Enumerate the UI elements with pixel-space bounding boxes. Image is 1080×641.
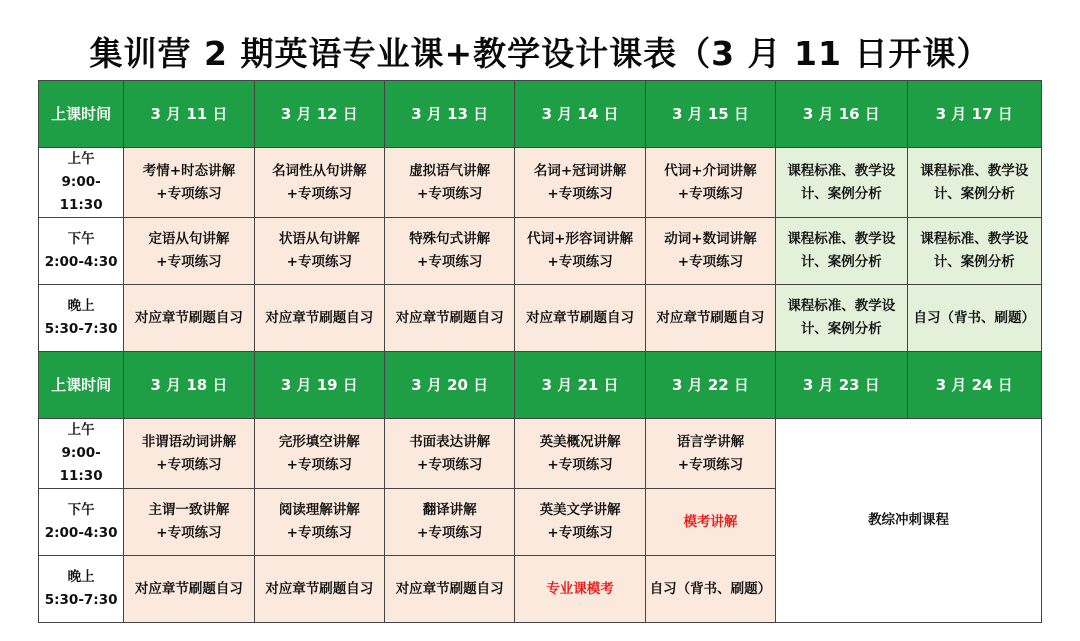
- time-slot-cell-line: 2:00-4:30: [44, 254, 118, 270]
- course-cell: [124, 218, 254, 285]
- course-cell-line: 虚拟语气讲解: [409, 162, 491, 179]
- course-cell-line: 课程标准、教学设: [787, 231, 896, 247]
- course-cell-line: 对应章节刷题自习: [265, 580, 374, 597]
- course-cell: [385, 218, 515, 285]
- time-slot-cell-line: 晚上: [67, 298, 95, 314]
- course-cell-line: 特殊句式讲解: [409, 231, 491, 247]
- course-cell-line: 对应章节刷题自习: [134, 580, 243, 597]
- course-cell: [515, 556, 645, 623]
- course-cell-line: 定语从句讲解: [148, 231, 230, 247]
- course-cell: [254, 419, 384, 489]
- date-header: 3 月 24 日: [907, 352, 1041, 419]
- course-cell-line: 对应章节刷题自习: [134, 309, 243, 326]
- course-cell: [124, 148, 254, 218]
- course-cell-line: 计、案例分析: [800, 321, 882, 337]
- course-cell-line: 对应章节刷题自习: [656, 309, 765, 326]
- course-cell-line: 考情+时态讲解: [142, 162, 236, 179]
- time-slot-cell-line: 晚上: [67, 569, 95, 585]
- course-cell-line: 课程标准、教学设: [920, 231, 1029, 247]
- course-cell-line: 英美文学讲解: [539, 502, 621, 518]
- date-header: 3 月 23 日: [776, 352, 907, 419]
- course-cell-line: +专项练习: [547, 254, 613, 270]
- course-cell-line: +专项练习: [156, 185, 222, 202]
- course-cell-line: +专项练习: [417, 525, 483, 541]
- course-cell: [645, 285, 775, 352]
- course-cell-line: 专业课模考: [546, 580, 614, 597]
- course-cell-line: 课程标准、教学设: [920, 162, 1029, 179]
- course-cell-line: 课程标准、教学设: [787, 162, 896, 179]
- course-cell: [776, 218, 907, 285]
- course-cell: [124, 556, 254, 623]
- course-cell: [645, 556, 775, 623]
- time-slot-cell: [39, 556, 124, 623]
- course-cell: [385, 285, 515, 352]
- course-cell-line: +专项练习: [547, 525, 613, 541]
- course-cell-line: +专项练习: [547, 456, 613, 473]
- course-cell: [254, 556, 384, 623]
- course-cell-line: +专项练习: [156, 456, 222, 473]
- course-cell-line: 完形填空讲解: [278, 433, 360, 450]
- course-cell-line: +专项练习: [417, 254, 483, 270]
- course-cell: [385, 556, 515, 623]
- course-cell-line: 自习（背书、刷题）: [913, 309, 1035, 326]
- course-cell: [515, 148, 645, 218]
- date-header: 3 月 19 日: [254, 352, 384, 419]
- schedule-table: [38, 80, 1042, 623]
- course-cell-line: 课程标准、教学设: [787, 298, 896, 314]
- course-cell-line: 动词+数词讲解: [664, 231, 757, 247]
- course-cell-line: 对应章节刷题自习: [265, 309, 374, 326]
- course-cell-line: +专项练习: [286, 185, 352, 202]
- date-header: 3 月 11 日: [124, 81, 254, 148]
- header-row: [39, 81, 1042, 148]
- date-header: 3 月 21 日: [515, 352, 645, 419]
- course-cell-line: +专项练习: [156, 254, 222, 270]
- course-cell: [124, 285, 254, 352]
- header-row: [39, 352, 1042, 419]
- course-cell-line: 对应章节刷题自习: [395, 309, 504, 326]
- time-slot-cell-line: 5:30-7:30: [44, 321, 118, 337]
- time-slot-cell-line: 下午: [67, 231, 95, 247]
- course-cell: [385, 489, 515, 556]
- course-cell-line: +专项练习: [286, 254, 352, 270]
- time-slot-cell-line: 5:30-7:30: [44, 592, 118, 608]
- course-cell-line: 阅读理解讲解: [278, 502, 360, 518]
- course-cell: [645, 489, 775, 556]
- course-cell: [907, 285, 1041, 352]
- course-cell-line: 状语从句讲解: [278, 231, 360, 247]
- course-cell: [385, 148, 515, 218]
- course-cell-line: 代词+介词讲解: [664, 162, 757, 179]
- course-cell-line: 翻译讲解: [422, 502, 477, 518]
- time-slot-cell-line: 9:00-11:30: [59, 174, 103, 213]
- time-slot-cell-line: 2:00-4:30: [44, 525, 118, 541]
- course-cell: [515, 285, 645, 352]
- course-cell: [776, 285, 907, 352]
- course-cell: [907, 218, 1041, 285]
- time-slot-cell: [39, 419, 124, 489]
- page-title: 集训营 2 期英语专业课+教学设计课表（3 月 11 日开课）: [89, 34, 991, 73]
- course-cell: [254, 218, 384, 285]
- course-cell: [515, 218, 645, 285]
- course-cell: [907, 148, 1041, 218]
- time-slot-cell-line: 9:00-11:30: [59, 445, 103, 484]
- course-cell-line: +专项练习: [677, 254, 744, 270]
- time-slot-cell: [39, 218, 124, 285]
- course-cell-line: 模考讲解: [683, 513, 738, 530]
- time-slot-cell: [39, 285, 124, 352]
- course-cell-line: 计、案例分析: [800, 254, 882, 270]
- schedule-row-evening: [39, 285, 1042, 352]
- schedule-row-morning: [39, 148, 1042, 218]
- course-cell: [385, 419, 515, 489]
- date-header: 3 月 15 日: [645, 81, 775, 148]
- course-cell-line: 对应章节刷题自习: [395, 580, 504, 597]
- time-slot-cell: [39, 489, 124, 556]
- course-cell-line: +专项练习: [547, 185, 613, 202]
- course-cell: [776, 148, 907, 218]
- schedule-row-afternoon: [39, 218, 1042, 285]
- course-cell: [645, 218, 775, 285]
- date-header: 3 月 20 日: [385, 352, 515, 419]
- course-cell-line: 自习（背书、刷题）: [649, 580, 772, 597]
- course-cell-line: 计、案例分析: [800, 185, 882, 202]
- course-cell: [124, 419, 254, 489]
- course-cell: [515, 419, 645, 489]
- date-header: 3 月 17 日: [907, 81, 1041, 148]
- course-cell-line: 计、案例分析: [933, 185, 1015, 202]
- course-cell-line: +专项练习: [417, 185, 483, 202]
- schedule-row-morning: [39, 419, 1042, 489]
- date-header: 3 月 13 日: [385, 81, 515, 148]
- course-cell-line: +专项练习: [677, 185, 744, 202]
- course-cell: [254, 489, 384, 556]
- course-cell-line: +专项练习: [286, 456, 352, 473]
- course-cell-line: 非谓语动词讲解: [141, 433, 237, 450]
- time-slot-cell-line: 上午: [67, 151, 95, 167]
- date-header: 3 月 12 日: [254, 81, 384, 148]
- course-cell: [515, 489, 645, 556]
- course-cell-line: 主谓一致讲解: [148, 502, 230, 518]
- course-cell-line: 名词性从句讲解: [272, 162, 367, 179]
- course-cell-line: +专项练习: [677, 456, 744, 473]
- course-cell-line: 对应章节刷题自习: [526, 309, 635, 326]
- course-cell: [254, 285, 384, 352]
- date-header: 3 月 18 日: [124, 352, 254, 419]
- course-cell-line: +专项练习: [286, 525, 352, 541]
- course-cell: [645, 148, 775, 218]
- course-cell: [254, 148, 384, 218]
- course-cell-line: 书面表达讲解: [409, 433, 491, 450]
- merged-course-cell: 教综冲刺课程: [776, 419, 1042, 623]
- course-cell-line: +专项练习: [417, 456, 483, 473]
- date-header: 3 月 16 日: [776, 81, 907, 148]
- course-cell-line: 名词+冠词讲解: [533, 162, 627, 179]
- header-time-label: 上课时间: [39, 81, 124, 148]
- course-cell-line: 英美概况讲解: [539, 433, 621, 450]
- course-cell: [645, 419, 775, 489]
- course-cell-line: +专项练习: [156, 525, 222, 541]
- header-time-label: 上课时间: [39, 352, 124, 419]
- date-header: 3 月 22 日: [645, 352, 775, 419]
- time-slot-cell: [39, 148, 124, 218]
- time-slot-cell-line: 下午: [67, 502, 95, 518]
- course-cell-line: 代词+形容词讲解: [527, 231, 633, 247]
- course-cell: [124, 489, 254, 556]
- time-slot-cell-line: 上午: [67, 422, 95, 438]
- date-header: 3 月 14 日: [515, 81, 645, 148]
- course-cell-line: 语言学讲解: [676, 433, 745, 450]
- course-cell-line: 计、案例分析: [933, 254, 1015, 270]
